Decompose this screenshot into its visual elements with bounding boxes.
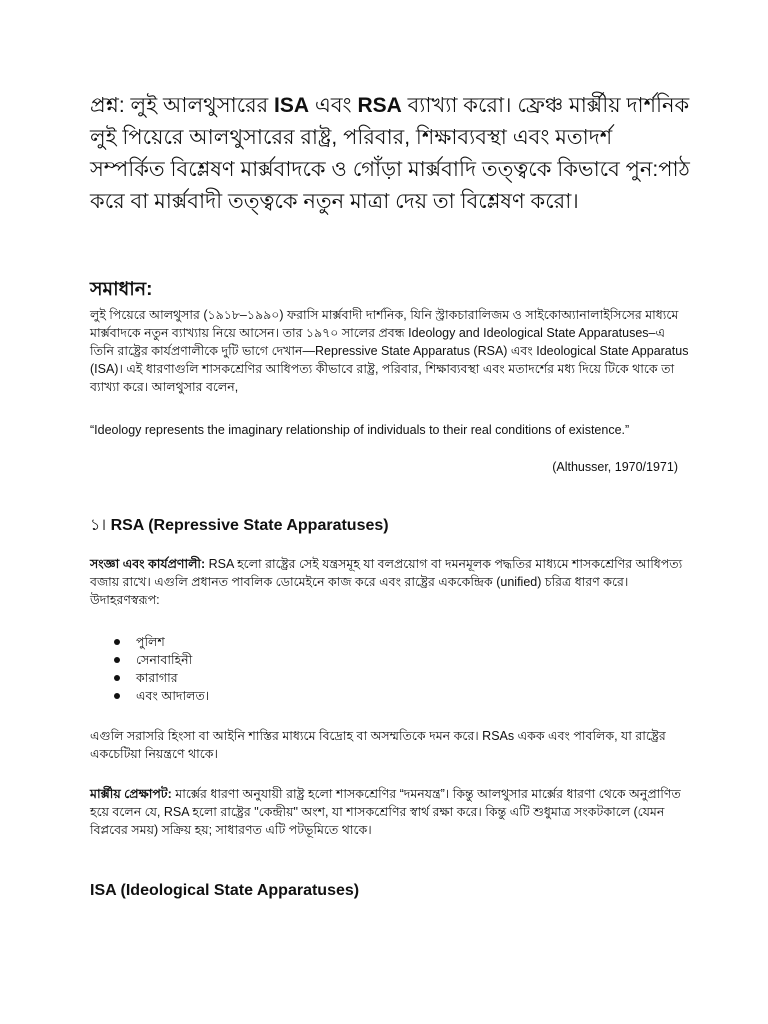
list-item-label: সেনাবাহিনী [136, 653, 193, 667]
rsa-definition-text: RSA হলো রাষ্ট্রের সেই যন্ত্রসমূহ যা বলপ্রয়োগ বা দমনমূলক পদ্ধতির মাধ্যমে শাসকশ্রেণির আধিপত্য বজায় রাখে। এগুলি প্রধানত পাবলিক ডোমেইনে কাজ করে এবং রাষ্ট্রের এককেন্দ্রিক (unified) চরিত্র ধারণ করে। উদাহরণস্বরূপ: [90, 557, 683, 607]
rsa-violence-paragraph: এগুলি সরাসরি হিংসা বা আইনি শাস্তির মাধ্যমে বিদ্রোহ বা অসম্মতিকে দমন করে। RSAs একক এবং পাবলিক, যা রাষ্ট্রের একচেটিয়া নিয়ন্ত্রণে থাকে। [90, 729, 666, 761]
question-isa: ISA [274, 94, 310, 117]
list-item-label: এবং আদালত। [136, 689, 210, 703]
list-item [90, 651, 690, 669]
intro-paragraph: লুই পিয়েরে আলথুসার (১৯১৮–১৯৯০) ফরাসি মার্ক্সবাদী দার্শনিক, যিনি স্ট্রাকচারালিজম ও সাইকোঅ্যানালাইসিসের মাধ্যমে মার্ক্সবাদকে নতুন ব্যাখ্যায় নিয়ে আসেন। তার ১৯৭০ সালের প্রবন্ধ Ideology and Ideological State Apparatuses–এ তিনি রাষ্ট্রের কার্যপ্রণালীকে দুটি ভাগে দেখান—Repressive State Apparatus (RSA) এবং Ideological State Apparatus (ISA)। এই ধারণাগুলি শাসকশ্রেণির আধিপত্য কীভাবে রাষ্ট্র, পরিবার, শিক্ষাব্যবস্থা এবং মতাদর্শের মধ্য দিয়ে টিকে থাকে তা ব্যাখ্যা করে। আলথুসার বলেন, [90, 308, 689, 394]
rsa-section-number: ১। [90, 517, 111, 534]
quote-citation: (Althusser, 1970/1971) [552, 460, 678, 474]
bullet-icon [114, 657, 120, 663]
question-mid: এবং [309, 94, 358, 117]
list-item-label: পুলিশ [136, 635, 165, 649]
list-item [90, 669, 690, 687]
list-item-label: কারাগার [136, 671, 178, 685]
question-text [90, 90, 690, 218]
question-prefix: প্রশ্ন: লুই আলথুসারের [90, 94, 275, 117]
marxist-context-paragraph [90, 785, 690, 839]
rsa-section-title: RSA (Repressive State Apparatuses) [110, 517, 389, 534]
question-rsa: RSA [357, 94, 402, 117]
marxist-context-label: মার্ক্সীয় প্রেক্ষাপট: [90, 787, 172, 801]
rsa-definition-paragraph [90, 555, 690, 609]
bullet-icon [114, 675, 120, 681]
bullet-icon [114, 639, 120, 645]
marxist-context-text: মার্ক্সের ধারণা অনুযায়ী রাষ্ট্র হলো শাসকশ্রেণির “দমনযন্ত্র”। কিন্তু আলথুসার মার্ক্সের ধারণা থেকে অনুপ্রাণিত হয়ে বলেন যে, RSA হলো রাষ্ট্রের "কেন্দ্রীয়" অংশ, যা শাসকশ্রেণির স্বার্থ রক্ষা করে। কিন্তু এটি শুধুমাত্র সংকটকালে (যেমন বিপ্লবের সময়) সক্রিয় হয়; সাধারণত এটি পটভূমিতে থাকে। [90, 787, 681, 837]
solution-heading: সমাধান: [90, 279, 153, 300]
rsa-examples-list [90, 633, 690, 705]
list-item [90, 687, 690, 705]
rsa-definition-label: সংজ্ঞা এবং কার্যপ্রণালী: [90, 557, 206, 571]
bullet-icon [114, 693, 120, 699]
isa-section-heading: ISA (Ideological State Apparatuses) [90, 882, 360, 899]
althusser-quote: “Ideology represents the imaginary relationship of individuals to their real conditions of existence.” [90, 423, 630, 437]
rsa-section-heading [90, 515, 389, 537]
list-item [90, 633, 690, 651]
question-rest: ব্যাখ্যা করো। ফ্রেঞ্চ মার্ক্সীয় দার্শনিক লুই পিয়েরে আলথুসারের রাষ্ট্র, পরিবার, শিক্ষাব্যবস্থা এবং মতাদর্শ সম্পর্কিত বিশ্লেষণ মার্ক্সবাদকে ও গোঁড়া মার্ক্সবাদি তত্ত্বকে কিভাবে পুন:পাঠ করে বা মার্ক্সবাদী তত্ত্বকে নতুন মাত্রা দেয় তা বিশ্লেষণ করো। [90, 94, 690, 213]
